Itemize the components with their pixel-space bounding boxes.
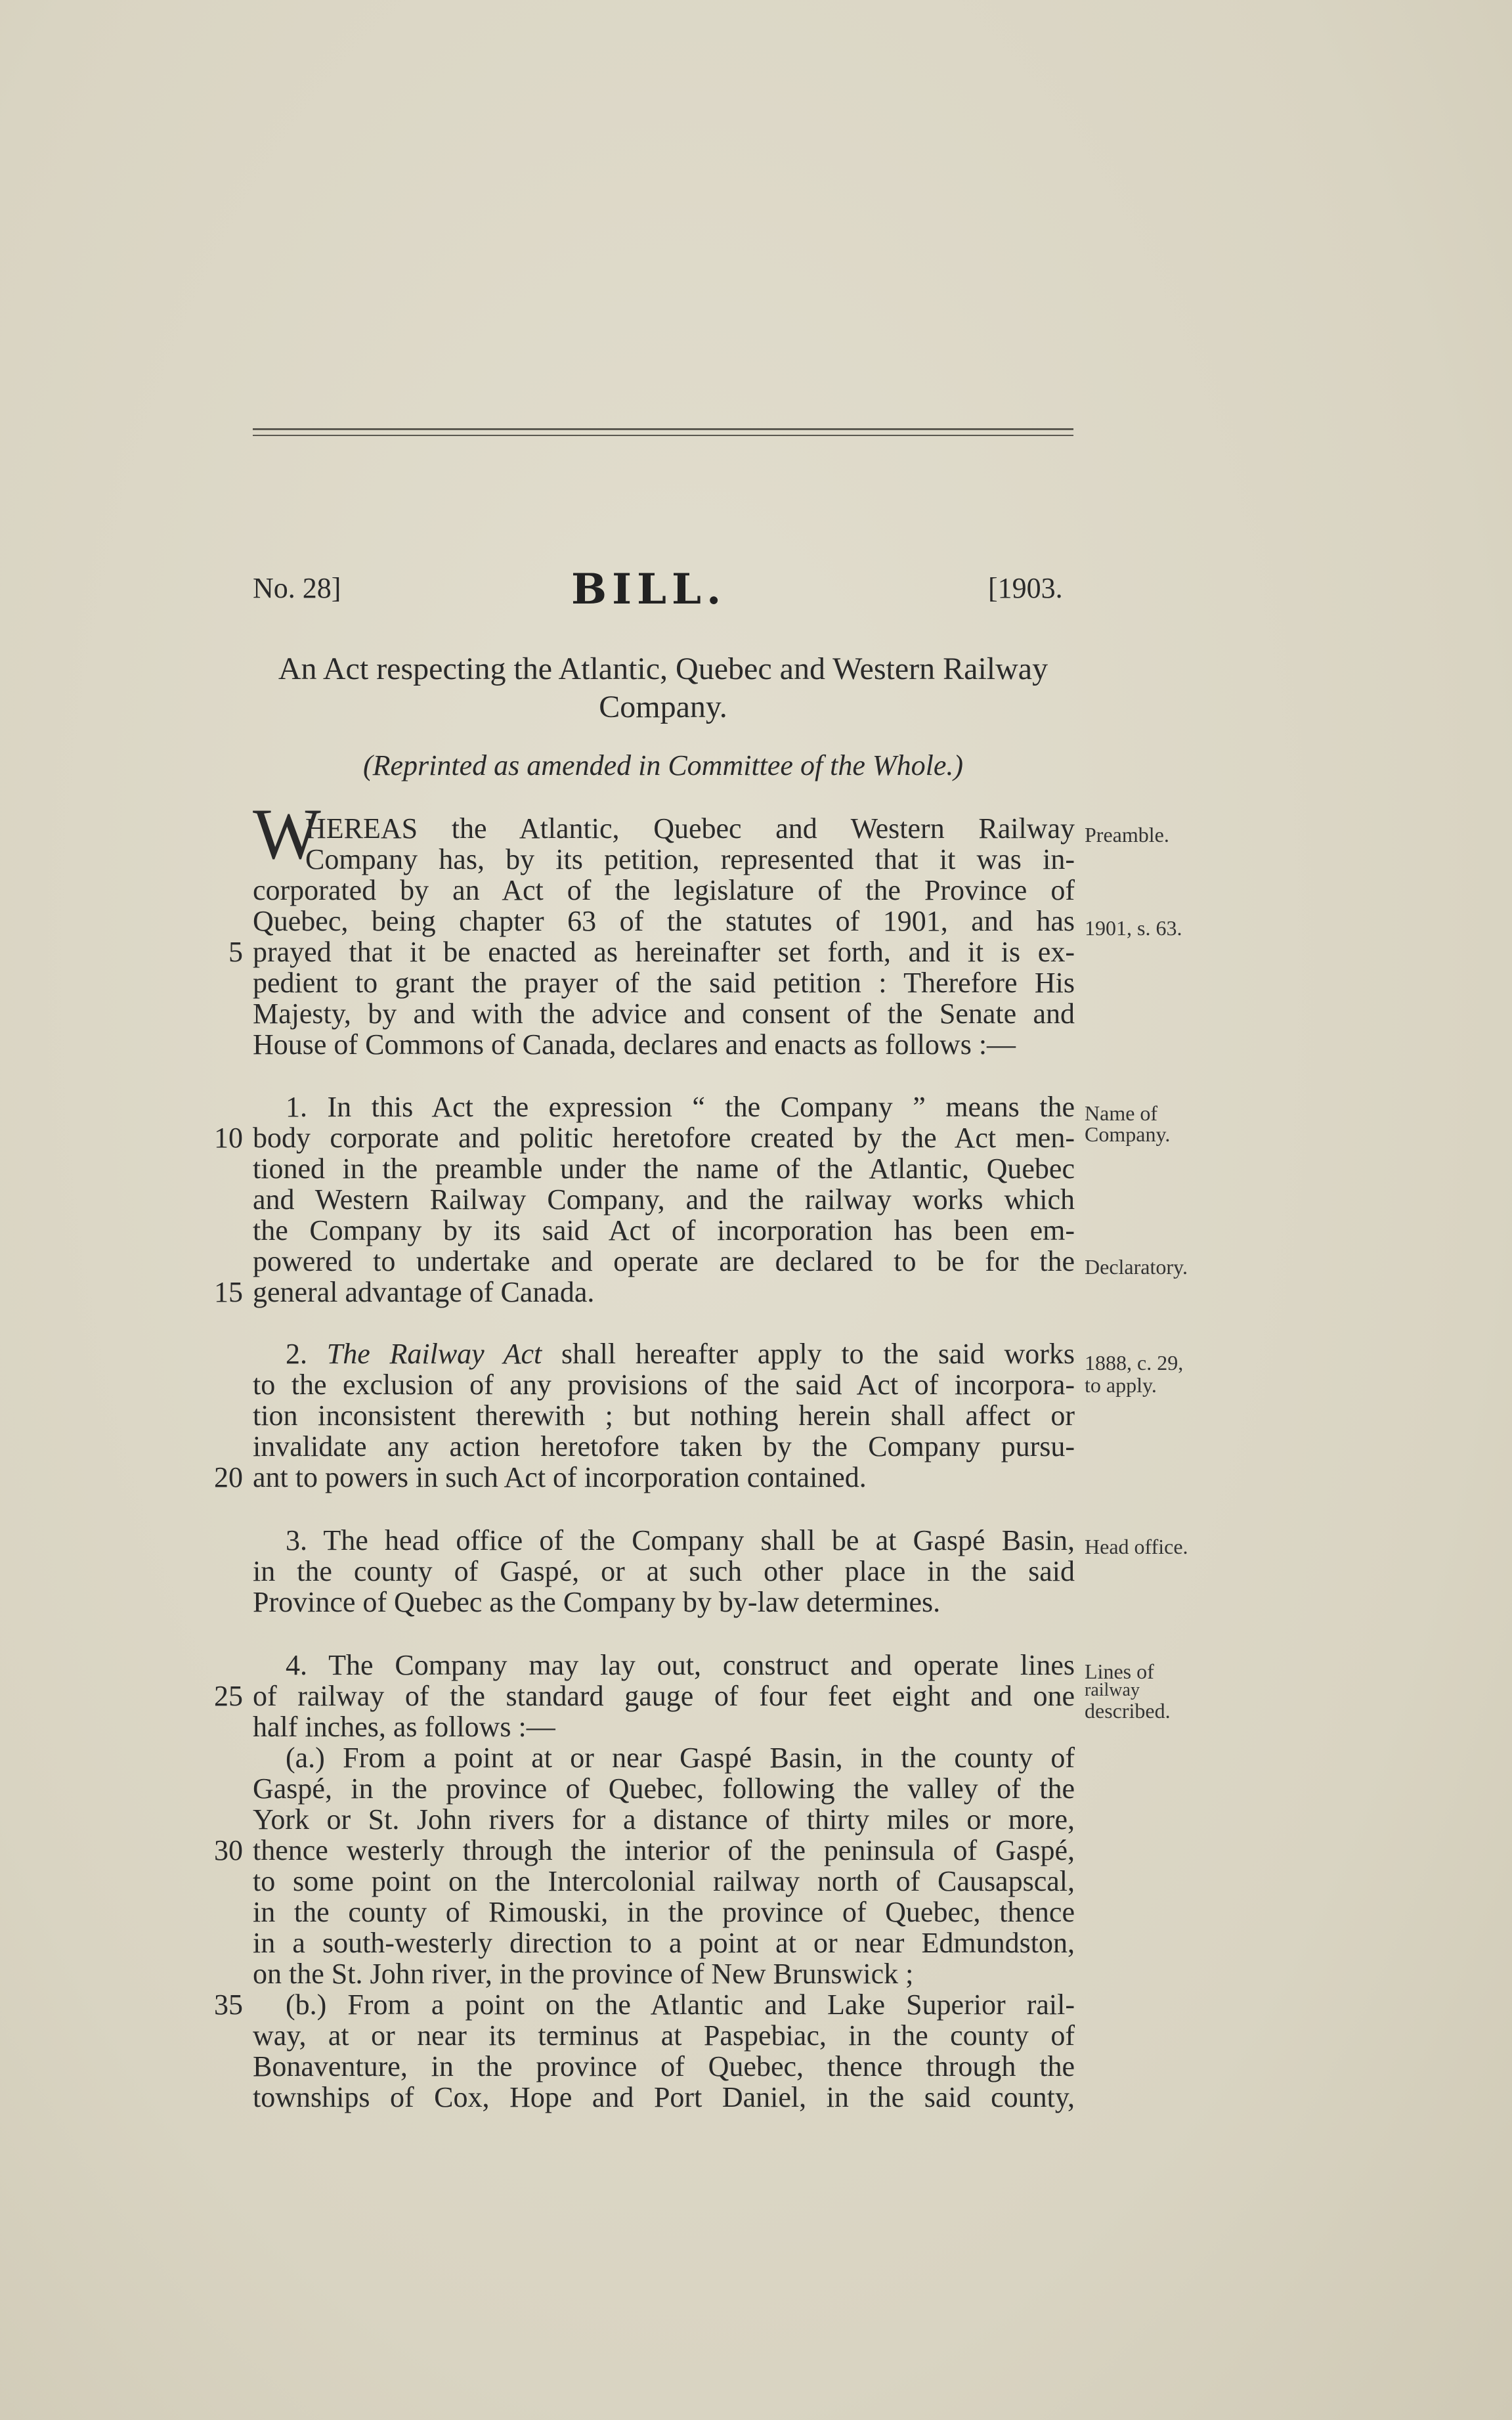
margin-note-railway-act: 1888, c. 29, [1085,1351,1184,1375]
bill-year: [1903. [988,572,1063,604]
section-1-line: body corporate and politic heretofore created by the Act men- [253,1122,1075,1154]
bill-number: No. 28] [253,572,341,604]
line-number: 25 [214,1680,243,1712]
section-4-line: (a.) From a point at or near Gaspé Basin, in the county of [286,1742,1075,1774]
section-1-line: powered to undertake and operate are declared to be for the [253,1245,1075,1277]
line-number: 10 [214,1122,243,1154]
preamble-line: House of Commons of Canada, declares and enacts as follows :— [253,1028,1016,1061]
bill-heading: BILL. [571,565,727,614]
section-3-line: Province of Quebec as the Company by by-law determines. [253,1586,941,1618]
section-4-line: Gaspé, in the province of Quebec, following the valley of the [253,1772,1075,1805]
reprint-note: (Reprinted as amended in Committee of the Whole.) [362,749,963,781]
preamble-line: HEREAS the Atlantic, Quebec and Western Railway [305,812,1075,845]
margin-note-name: Name of [1085,1101,1158,1125]
section-4-line: on the St. John river, in the province of New Brunswick ; [253,1958,914,1990]
line-number: 35 [214,1989,243,2021]
section-4-line: in a south-westerly direction to a point at or near Edmundston, [253,1927,1075,1959]
line-number: 30 [214,1834,243,1866]
preamble-line: corporated by an Act of the legislature of the Province of [253,874,1075,906]
margin-note-preamble: Preamble. [1085,823,1169,847]
line-number: 5 [228,936,243,968]
section-1-line: 1. In this Act the expression “ the Company ” means the [286,1091,1075,1123]
margin-note-name: Company. [1085,1122,1171,1146]
section-3-line: 3. The head office of the Company shall be at Gaspé Basin, [286,1524,1075,1556]
section-4-line: townships of Cox, Hope and Port Daniel, in the said county, [253,2081,1075,2113]
line-number: 20 [214,1461,243,1493]
margin-note-declaratory: Declaratory. [1085,1255,1188,1279]
section-4-line: half inches, as follows :— [253,1711,555,1743]
section-4-line: York or St. John rivers for a distance of thirty miles or more, [253,1803,1075,1836]
preamble-line: pedient to grant the prayer of the said petition : Therefore His [253,967,1075,999]
section-4-line: way, at or near its terminus at Paspebiac, in the county of [253,2019,1075,2052]
section-1-line: general advantage of Canada. [253,1276,595,1308]
line-number: 15 [214,1276,243,1308]
section-4-line: (b.) From a point on the Atlantic and Lake Superior rail- [286,1989,1075,2021]
section-2-line: 2. The Railway Act shall hereafter apply to the said works [286,1338,1075,1370]
preamble-line: Company has, by its petition, represented that it was in- [305,843,1075,875]
section-1-line: and Western Railway Company, and the railway works which [253,1183,1075,1216]
section-2-line: tion inconsistent therewith ; but nothing herein shall affect or [253,1399,1075,1432]
top-rule [253,428,1073,430]
margin-note-head-office: Head office. [1085,1535,1188,1558]
section-4-line: Bonaventure, in the province of Quebec, thence through the [253,2050,1075,2082]
top-rule-thin [253,435,1073,436]
preamble-line: Majesty, by and with the advice and consent of the Senate and [253,998,1075,1030]
preamble-line: Quebec, being chapter 63 of the statutes of 1901, and has [253,905,1075,937]
act-title: An Act respecting the Atlantic, Quebec and Western Railway Company. [278,651,1048,724]
section-2-line: to the exclusion of any provisions of the said Act of incorpora- [253,1369,1075,1401]
section-2-text: shall hereafter apply to the said works [542,1338,1075,1370]
section-2-line: invalidate any action heretofore taken by the Company pursu- [253,1430,1075,1463]
section-2-line: ant to powers in such Act of incorporation contained. [253,1461,867,1493]
section-1-line: the Company by its said Act of incorporation has been em- [253,1214,1075,1246]
section-4-line: thence westerly through the interior of the peninsula of Gaspé, [253,1834,1075,1866]
margin-note-lines: Lines of [1085,1660,1154,1683]
section-4-line: to some point on the Intercolonial railway north of Causapscal, [253,1865,1075,1897]
section-1-line: tioned in the preamble under the name of the Atlantic, Quebec [253,1153,1075,1185]
margin-note-lines: described. [1085,1699,1171,1723]
margin-note-statute: 1901, s. 63. [1085,916,1182,940]
section-3-line: in the county of Gaspé, or at such other place in the said [253,1555,1075,1587]
margin-note-lines: railway [1085,1680,1140,1700]
section-4-line: 4. The Company may lay out, construct and operate lines [286,1649,1075,1681]
preamble-line: prayed that it be enacted as hereinafter set forth, and it is ex- [253,936,1075,968]
railway-act-title: The Railway Act [326,1338,542,1370]
section-4-line: of railway of the standard gauge of four feet eight and one [253,1680,1075,1712]
margin-note-railway-act: to apply. [1085,1373,1157,1397]
section-4-line: in the county of Rimouski, in the province of Quebec, thence [253,1896,1075,1928]
drop-cap: W [253,794,321,874]
